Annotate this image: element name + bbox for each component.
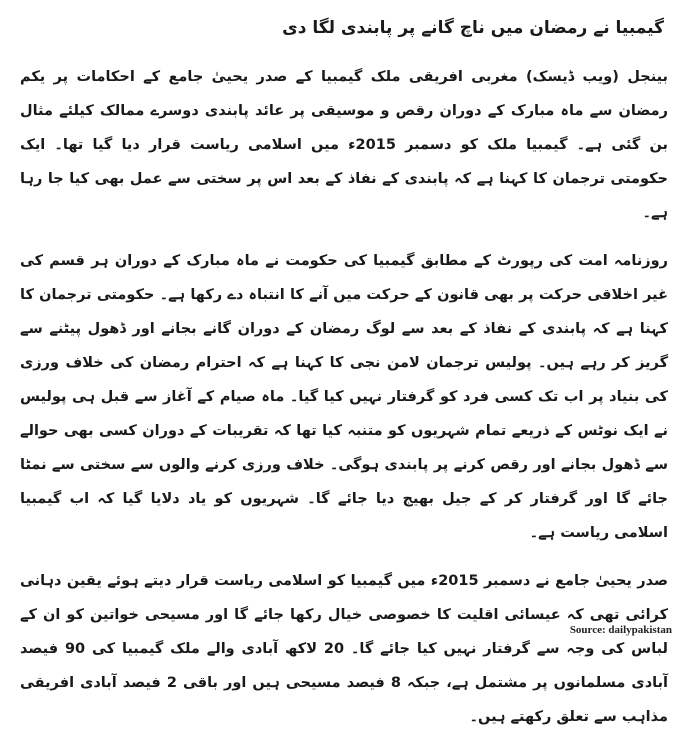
article-headline: گیمبیا نے رمضان میں ناچ گانے پر پابندی لگا دی bbox=[282, 18, 664, 38]
source-credit: Source: dailypakistan bbox=[569, 624, 672, 636]
article-paragraph-1: بینجل (ویب ڈیسک) مغربی افریقی ملک گیمبیا کے صدر یحییٰ جامع کے احکامات پر یکم رمضان سے ماہ مبارک کے دوران رقص و موسیقی پر عائد پابندی دوسرے ممالک کیلئے مثال بن گئی ہے۔ گیمبیا ملک کو دسمبر 2015ء میں اسلامی ریاست قرار دیا گیا تھا۔ ایک حکومتی ترجمان کا کہنا ہے کہ پابندی کے نفاذ کے بعد اس پر سختی سے عمل بھی کیا جا رہا ہے۔ bbox=[20, 69, 669, 221]
article-paragraph-3: صدر یحییٰ جامع نے دسمبر 2015ء میں گیمبیا کو اسلامی ریاست قرار دیتے ہوئے یقین دہانی کرائی تھی کہ عیسائی اقلیت کا خصوصی خیال رکھا جائے گا اور مسیحی خواتین کو ان کے لباس کی وجہ سے گرفتار نہیں کیا جائے گا۔ 20 لاکھ آبادی والے ملک گیمبیا کی 90 فیصد آبادی مسلمانوں پر مشتمل ہے، جبکہ 8 فیصد مسیحی ہیں اور باقی 2 فیصد آبادی افریقی مذاہب سے تعلق رکھتے ہیں۔ bbox=[20, 573, 669, 725]
article-paragraph-2: روزنامہ امت کی رپورٹ کے مطابق گیمبیا کی حکومت نے ماہ مبارک کے دوران ہر قسم کی غیر اخلاقی حرکت پر بھی قانون کے حرکت میں آنے کا انتباہ دے رکھا ہے۔ حکومتی ترجمان کا کہنا ہے کہ پابندی کے نفاذ کے بعد سے لوگ رمضان کے دوران گانے بجانے اور ڈھول پیٹنے سے گریز کر رہے ہیں۔ پولیس ترجمان لامن نجی کا کہنا ہے کہ احترام رمضان کی خلاف ورزی کی بنیاد پر اب تک کسی فرد کو گرفتار نہیں کیا گیا۔ ماہ صیام کے آغاز سے قبل ہی پولیس نے ایک نوٹس کے ذریعے تمام شہریوں کو متنبہ کیا تھا کہ تقریبات کے دوران کسی بھی حوالے سے ڈھول بجانے اور رقص کرنے پر پابندی ہوگی۔ خلاف ورزی کرنے والوں سے سختی سے نمٹا جائے گا اور گرفتار کر کے جیل بھیج دیا جائے گا۔ شہریوں کو یاد دلایا گیا کہ اب گیمبیا اسلامی ریاست ہے۔ bbox=[20, 253, 668, 541]
